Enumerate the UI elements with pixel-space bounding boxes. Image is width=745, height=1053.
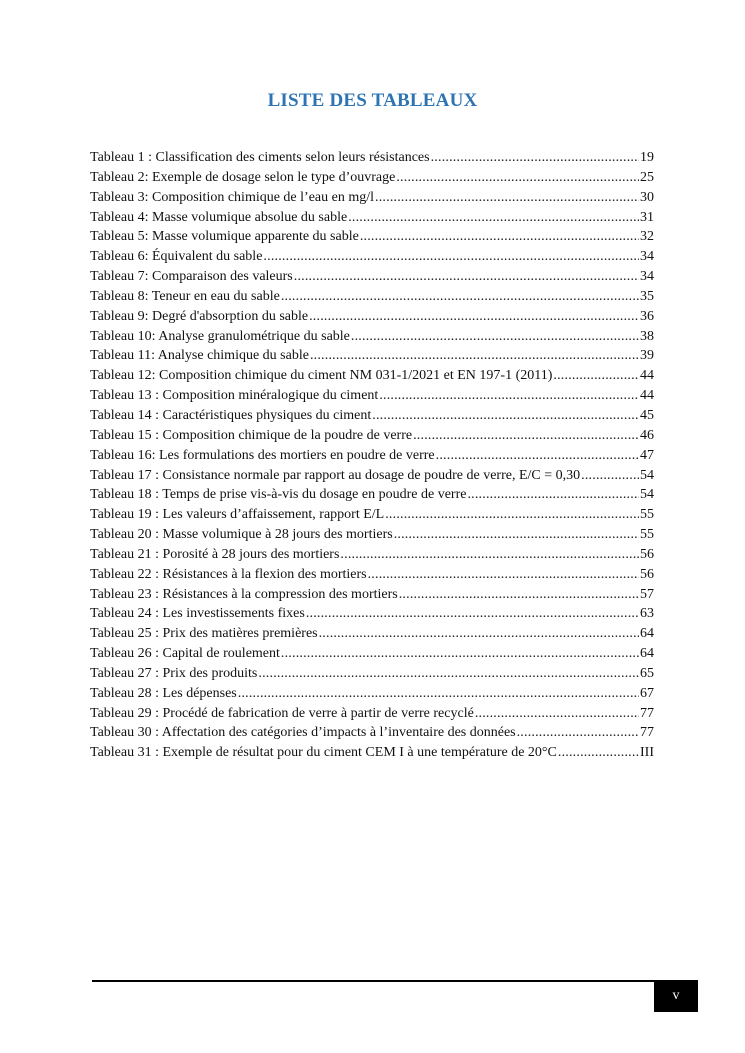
toc-entry-label: Tableau 11: Analyse chimique du sable bbox=[90, 348, 309, 364]
toc-entry[interactable] bbox=[90, 684, 654, 704]
dot-leader bbox=[558, 743, 639, 763]
dot-leader bbox=[281, 287, 639, 307]
toc-entry[interactable] bbox=[90, 327, 654, 347]
dot-leader bbox=[340, 545, 639, 565]
toc-entry[interactable] bbox=[90, 545, 654, 565]
toc-entry[interactable] bbox=[90, 386, 654, 406]
dot-leader bbox=[399, 585, 639, 605]
toc-entry-label: Tableau 31 : Exemple de résultat pour du ciment CEM I à une température de 20°C bbox=[90, 745, 557, 761]
dot-leader bbox=[351, 327, 639, 347]
toc-entry[interactable] bbox=[90, 188, 654, 208]
dot-leader bbox=[394, 525, 639, 545]
footer-divider bbox=[92, 980, 654, 982]
toc-entry-label: Tableau 23 : Résistances à la compression des mortiers bbox=[90, 586, 398, 602]
dot-leader bbox=[263, 247, 639, 267]
toc-entry-page: 47 bbox=[640, 447, 654, 463]
dot-leader bbox=[553, 366, 639, 386]
toc-entry-label: Tableau 21 : Porosité à 28 jours des mortiers bbox=[90, 546, 340, 562]
toc-entry-label: Tableau 26 : Capital de roulement bbox=[90, 646, 280, 662]
toc-entry-page: 57 bbox=[640, 586, 654, 602]
toc-entry-page: 64 bbox=[640, 626, 654, 642]
toc-entry[interactable] bbox=[90, 346, 654, 366]
dot-leader bbox=[310, 346, 639, 366]
toc-entry-page: 44 bbox=[640, 388, 654, 404]
toc-entry-page: 31 bbox=[640, 209, 654, 225]
dot-leader bbox=[467, 485, 639, 505]
toc-entry-page: 63 bbox=[640, 606, 654, 622]
toc-entry-page: 46 bbox=[640, 427, 654, 443]
toc-entry[interactable] bbox=[90, 743, 654, 763]
toc-entry-page: III bbox=[640, 745, 654, 761]
toc-entry-label: Tableau 19 : Les valeurs d’affaissement, rapport E/L bbox=[90, 507, 385, 523]
dot-leader bbox=[436, 446, 639, 466]
toc-entry-label: Tableau 1 : Classification des ciments selon leurs résistances bbox=[90, 150, 430, 165]
toc-entry-page: 54 bbox=[640, 487, 654, 503]
toc-entry[interactable] bbox=[90, 267, 654, 287]
toc-entry[interactable] bbox=[90, 227, 654, 247]
toc-entry[interactable] bbox=[90, 247, 654, 267]
toc-entry[interactable] bbox=[90, 287, 654, 307]
toc-entry-label: Tableau 6: Équivalent du sable bbox=[90, 249, 263, 265]
toc-entry-page: 56 bbox=[640, 546, 654, 562]
dot-leader bbox=[379, 386, 639, 406]
toc-entry-label: Tableau 14 : Caractéristiques physiques du ciment bbox=[90, 407, 372, 423]
dot-leader bbox=[368, 565, 639, 585]
toc-entry-label: Tableau 22 : Résistances à la flexion des mortiers bbox=[90, 566, 367, 582]
toc-entry-label: Tableau 16: Les formulations des mortiers en poudre de verre bbox=[90, 447, 435, 463]
toc-entry-page: 55 bbox=[640, 507, 654, 523]
toc-entry[interactable] bbox=[90, 307, 654, 327]
page-number-box bbox=[654, 980, 698, 1012]
toc-entry-page: 56 bbox=[640, 566, 654, 582]
toc-entry[interactable] bbox=[90, 406, 654, 426]
toc-entry-label: Tableau 28 : Les dépenses bbox=[90, 685, 237, 701]
toc-entry-label: Tableau 12: Composition chimique du ciment NM 031-1/2021 et EN 197-1 (2011) bbox=[90, 368, 553, 384]
dot-leader bbox=[319, 624, 639, 644]
toc-entry[interactable] bbox=[90, 426, 654, 446]
toc-entry-label: Tableau 24 : Les investissements fixes bbox=[90, 606, 305, 622]
toc-entry-label: Tableau 17 : Consistance normale par rapport au dosage de poudre de verre, E/C = 0,30 bbox=[90, 467, 581, 483]
dot-leader bbox=[309, 307, 639, 327]
toc-entry-page: 38 bbox=[640, 328, 654, 344]
dot-leader bbox=[306, 604, 639, 624]
toc-entry-page: 34 bbox=[640, 249, 654, 265]
dot-leader bbox=[517, 723, 639, 743]
dot-leader bbox=[281, 644, 639, 664]
dot-leader bbox=[581, 466, 639, 486]
toc-entry[interactable] bbox=[90, 664, 654, 684]
toc-entry-label: Tableau 18 : Temps de prise vis-à-vis du dosage en poudre de verre bbox=[90, 487, 467, 503]
dot-leader bbox=[294, 267, 639, 287]
dot-leader bbox=[238, 684, 639, 704]
toc-entry-page: 34 bbox=[640, 269, 654, 285]
toc-entry-label: Tableau 30 : Affectation des catégories d’impacts à l’inventaire des données bbox=[90, 725, 516, 741]
toc-entry-label: Tableau 9: Degré d'absorption du sable bbox=[90, 308, 309, 324]
toc-entry-label: Tableau 4: Masse volumique absolue du sable bbox=[90, 209, 348, 225]
toc-entry-label: Tableau 3: Composition chimique de l’eau en mg/l bbox=[90, 189, 375, 205]
toc-entry-label: Tableau 2: Exemple de dosage selon le type d’ouvrage bbox=[90, 169, 396, 185]
toc-entry[interactable] bbox=[90, 565, 654, 585]
toc-entry[interactable] bbox=[90, 505, 654, 525]
dot-leader bbox=[372, 406, 639, 426]
dot-leader bbox=[258, 664, 639, 684]
toc-entry-page: 77 bbox=[640, 705, 654, 721]
toc-entry-page: 35 bbox=[640, 288, 654, 304]
dot-leader bbox=[360, 227, 639, 247]
toc-entry-page: 32 bbox=[640, 229, 654, 245]
dot-leader bbox=[396, 168, 639, 188]
toc-entry-page: 39 bbox=[640, 348, 654, 364]
toc-entry-label: Tableau 20 : Masse volumique à 28 jours des mortiers bbox=[90, 527, 393, 543]
toc-entry-label: Tableau 13 : Composition minéralogique du ciment bbox=[90, 388, 379, 404]
toc-entry-page: 25 bbox=[640, 169, 654, 185]
toc-entry-label: Tableau 8: Teneur en eau du sable bbox=[90, 288, 280, 304]
toc-entry-page: 54 bbox=[640, 467, 654, 483]
toc-entry-page: 65 bbox=[640, 665, 654, 681]
toc-entry-label: Tableau 29 : Procédé de fabrication de verre à partir de verre recyclé bbox=[90, 705, 474, 721]
toc-entry[interactable] bbox=[90, 723, 654, 743]
toc-entry[interactable] bbox=[90, 604, 654, 624]
toc-entry[interactable] bbox=[90, 208, 654, 228]
dot-leader bbox=[348, 208, 639, 228]
toc-entry[interactable] bbox=[90, 446, 654, 466]
dot-leader bbox=[475, 704, 639, 724]
toc-entry-label: Tableau 7: Comparaison des valeurs bbox=[90, 269, 293, 285]
toc-entry-page: 19 bbox=[640, 150, 654, 165]
dot-leader bbox=[375, 188, 639, 208]
toc-entry[interactable] bbox=[90, 644, 654, 664]
toc-entry[interactable] bbox=[90, 704, 654, 724]
toc-entry-label: Tableau 5: Masse volumique apparente du sable bbox=[90, 229, 359, 245]
toc-entry-label: Tableau 25 : Prix des matières premières bbox=[90, 626, 318, 642]
toc-entry-page: 30 bbox=[640, 189, 654, 205]
toc-entry-page: 67 bbox=[640, 685, 654, 701]
toc-entry[interactable] bbox=[90, 168, 654, 188]
toc-entry[interactable] bbox=[90, 466, 654, 486]
toc-entry[interactable] bbox=[90, 485, 654, 505]
dot-leader bbox=[413, 426, 639, 446]
toc-entry-page: 44 bbox=[640, 368, 654, 384]
toc-entry-page: 64 bbox=[640, 646, 654, 662]
dot-leader bbox=[431, 148, 639, 168]
toc-entry-page: 45 bbox=[640, 407, 654, 423]
toc-entry[interactable] bbox=[90, 366, 654, 386]
table-list bbox=[90, 148, 654, 763]
toc-entry-page: 77 bbox=[640, 725, 654, 741]
toc-entry-label: Tableau 15 : Composition chimique de la poudre de verre bbox=[90, 427, 413, 443]
toc-entry[interactable] bbox=[90, 525, 654, 545]
toc-entry-label: Tableau 27 : Prix des produits bbox=[90, 665, 258, 681]
toc-entry[interactable] bbox=[90, 148, 654, 168]
toc-entry-page: 36 bbox=[640, 308, 654, 324]
toc-entry[interactable] bbox=[90, 624, 654, 644]
page-title: LISTE DES TABLEAUX bbox=[267, 90, 478, 111]
page-number: v bbox=[672, 988, 680, 1003]
toc-entry-page: 55 bbox=[640, 527, 654, 543]
dot-leader bbox=[385, 505, 639, 525]
toc-entry[interactable] bbox=[90, 585, 654, 605]
toc-entry-label: Tableau 10: Analyse granulométrique du sable bbox=[90, 328, 350, 344]
